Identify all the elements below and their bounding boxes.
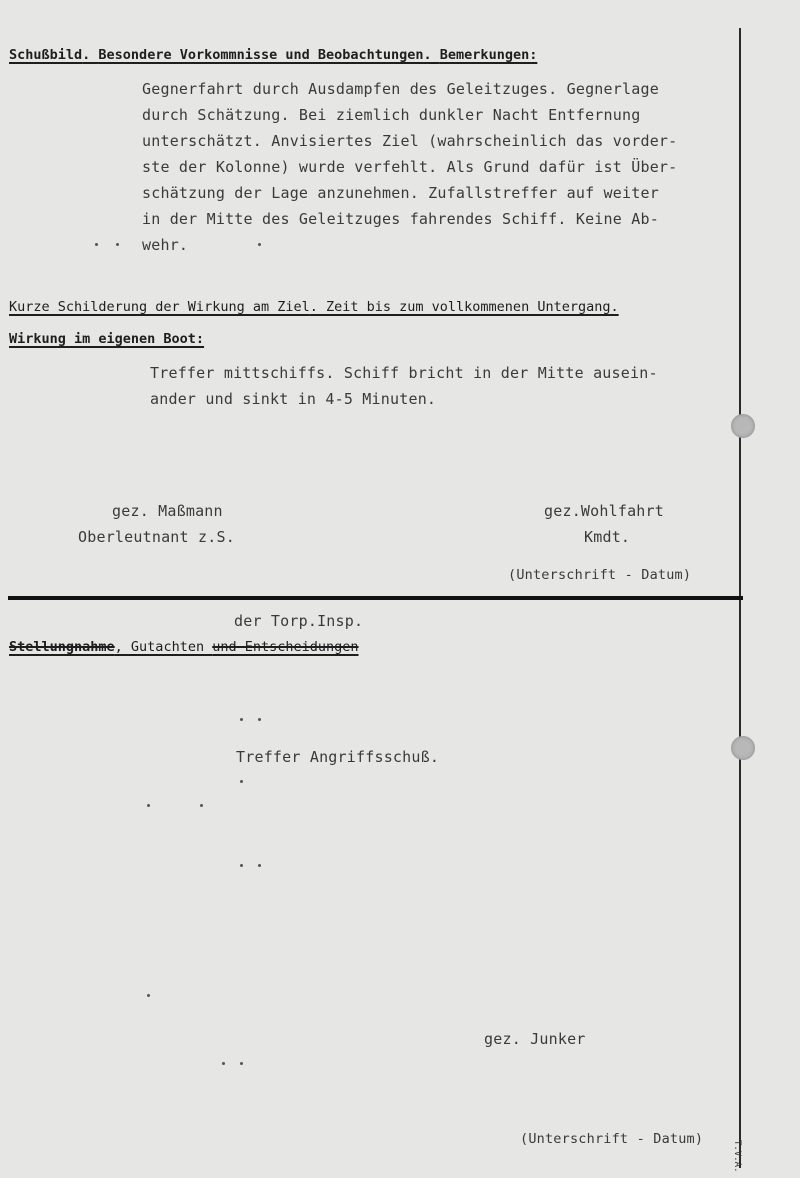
signature-caption: (Unterschrift - Datum) (508, 567, 692, 583)
stray-dot (258, 243, 261, 246)
stray-dot (258, 864, 261, 867)
punch-hole-lower (731, 736, 755, 760)
stray-dot (95, 243, 98, 246)
signature-left-rank: Oberleutnant z.S. (78, 528, 235, 546)
effect-line-1: Treffer mittschiffs. Schiff bricht in der Mitte ausein- (150, 364, 658, 382)
remark-line-3: unterschätzt. Anvisiertes Ziel (wahrscheinlich das vorder- (142, 132, 678, 150)
signature-caption-bottom: (Unterschrift - Datum) (520, 1131, 704, 1147)
stray-dot (116, 243, 119, 246)
authority-label: der Torp.Insp. (234, 612, 364, 630)
signature-right-name: gez.Wohlfahrt (544, 502, 664, 520)
header-schussbild: Schußbild (9, 47, 83, 63)
signature-left-name: gez. Maßmann (112, 502, 223, 520)
stray-dot (240, 780, 243, 783)
header-gutachten: , Gutachten (114, 639, 213, 655)
section-divider (8, 596, 743, 600)
section3-header (9, 634, 359, 660)
section2-header: Kurze Schilderung der Wirkung am Ziel. Zeit bis zum vollkommenen Untergang. (9, 299, 619, 315)
remark-line-4: ste der Kolonne) wurde verfehlt. Als Grund dafür ist Über- (142, 158, 678, 176)
header-stellungnahme-struck: Stellungnahme (9, 639, 115, 655)
stray-dot (240, 1062, 243, 1065)
signature-right-rank: Kmdt. (584, 528, 631, 546)
remark-line-7: wehr. (142, 236, 189, 254)
verdict-text: Treffer Angriffsschuß. (236, 748, 440, 766)
stray-dot (240, 718, 243, 721)
stray-dot (147, 994, 150, 997)
header-wirkung-ziel: Kurze Schilderung der Wirkung am Ziel (9, 299, 310, 315)
header-entscheidungen-struck: und Entscheidungen (212, 639, 359, 655)
remark-line-1: Gegnerfahrt durch Ausdampfen des Geleitzuges. Gegnerlage (142, 80, 659, 98)
effect-line-2: ander und sinkt in 4-5 Minuten. (150, 390, 437, 408)
stray-dot (222, 1062, 225, 1065)
margin-note: T.V.A. (732, 1140, 742, 1173)
remark-line-5: schätzung der Lage anzunehmen. Zufallstreffer auf weiter (142, 184, 659, 202)
stray-dot (147, 804, 150, 807)
punch-hole-upper (731, 414, 755, 438)
header-vorkommnisse: Besondere Vorkommnisse und Beobachtungen (98, 47, 424, 63)
header-untergang: Zeit bis zum vollkommenen Untergang (326, 299, 611, 315)
header-wirkung-boot: Wirkung im eigenen Boot: (9, 331, 205, 347)
signature-junker: gez. Junker (484, 1030, 586, 1048)
stray-dot (200, 804, 203, 807)
stray-dot (240, 864, 243, 867)
header-bemerkungen: Bemerkungen: (439, 47, 538, 63)
stray-dot (258, 718, 261, 721)
remark-line-6: in der Mitte des Geleitzuges fahrendes Schiff. Keine Ab- (142, 210, 659, 228)
remark-line-2: durch Schätzung. Bei ziemlich dunkler Nacht Entfernung (142, 106, 641, 124)
section1-header: Schußbild. Besondere Vorkommnisse und Beobachtungen. Bemerkungen: (9, 47, 538, 63)
